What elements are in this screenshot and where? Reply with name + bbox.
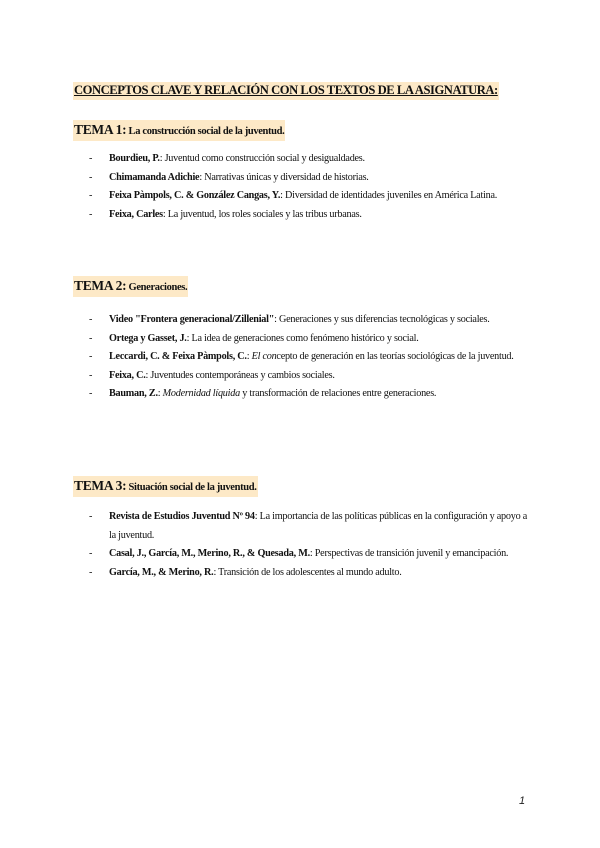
list-item: - Revista de Estudios Juventud Nº 94: La importancia de las políticas públicas en la configuración y apoyo a la juventud. <box>89 511 527 541</box>
tema-1-title: La construcción social de la juventud. <box>126 126 285 137</box>
list-item: - Bauman, Z.: Modernidad líquida y transformación de relaciones entre generaciones. <box>89 388 437 399</box>
tema-2-title: Generaciones. <box>126 282 188 293</box>
page-number: 1 <box>519 795 526 807</box>
tema-2-number: TEMA 2: <box>74 278 127 293</box>
document-title: CONCEPTOS CLAVE Y RELACIÓN CON LOS TEXTOS DE LA ASIGNATURA: <box>73 82 499 100</box>
tema-1-list <box>89 150 527 224</box>
list-item: - Feixa, Carles: La juventud, los roles sociales y las tribus urbanas. <box>89 208 362 220</box>
tema-3-title: Situación social de la juventud. <box>126 482 257 493</box>
list-item: - Casal, J., García, M., Merino, R., & Quesada, M.: Perspectivas de transición juvenil y emancipación. <box>89 548 509 559</box>
list-item: - Leccardi, C. & Feixa Pàmpols, C.: El concepto de generación en las teorías sociológicas de la juventud. <box>89 351 514 362</box>
list-item: - Video "Frontera generacional/Zillenial": Generaciones y sus diferencias tecnológicas y sociales. <box>89 314 490 325</box>
list-item: - Bourdieu, P.: Juventud como construcción social y desigualdades. <box>89 153 365 164</box>
list-item: - García, M., & Merino, R.: Transición de los adolescentes al mundo adulto. <box>89 566 402 578</box>
tema-2-heading <box>73 276 188 297</box>
tema-3-heading <box>73 476 258 497</box>
list-item: - Feixa, C.: Juventudes contemporáneas y cambios sociales. <box>89 369 335 381</box>
tema-2-list <box>89 311 527 404</box>
tema-1-heading <box>73 120 285 141</box>
list-item: - Ortega y Gasset, J.: La idea de generaciones como fenómeno histórico y social. <box>89 332 419 344</box>
tema-1-number: TEMA 1: <box>74 122 127 137</box>
tema-3-list <box>89 508 527 582</box>
list-item: - Feixa Pàmpols, C. & González Cangas, Y.: Diversidad de identidades juveniles en América Latina. <box>89 190 498 201</box>
tema-3-number: TEMA 3: <box>74 478 127 493</box>
list-item: - Chimamanda Adichie: Narrativas únicas y diversidad de historias. <box>89 171 369 183</box>
